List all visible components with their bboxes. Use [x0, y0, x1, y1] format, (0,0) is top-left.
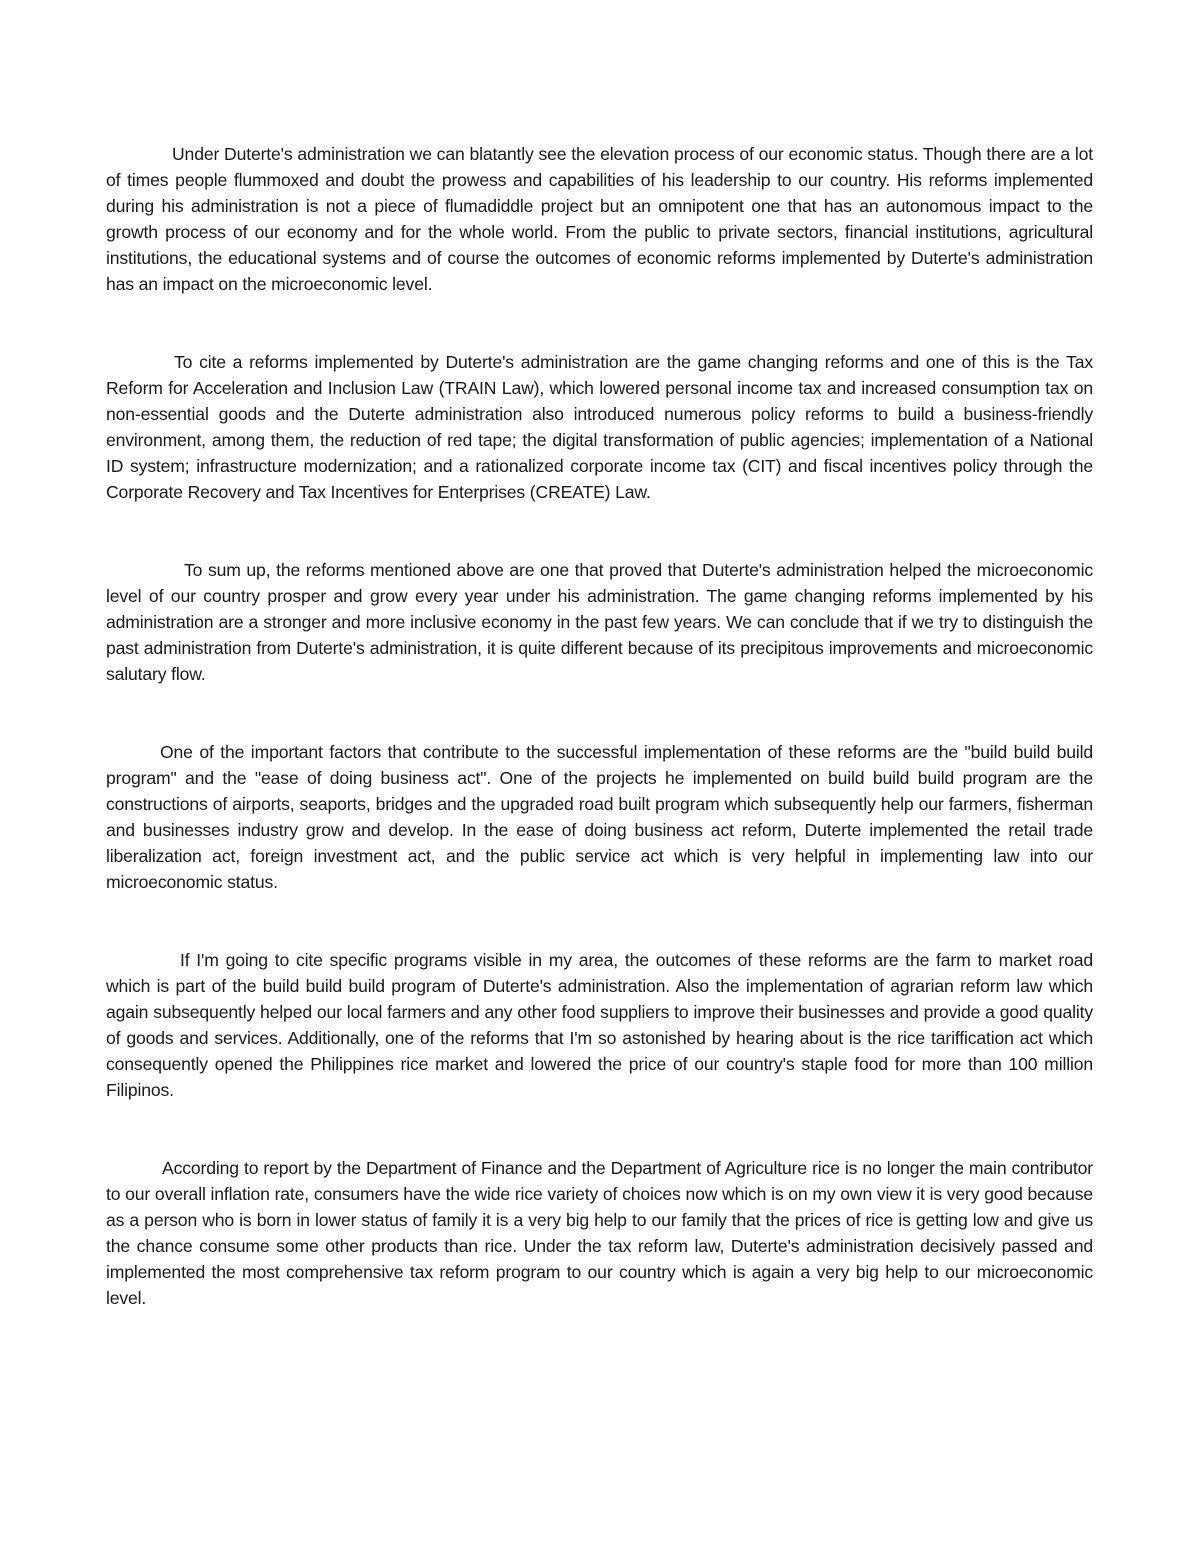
paragraph-5: If I'm going to cite specific programs visible in my area, the outcomes of these reforms are the farm to market road which is part of the build build build program of Duterte's administration. Also the implementation of agrarian reform law which again subsequently helped our local farmers and any other food suppliers to improve their businesses and provide a good quality of goods and services. Additionally, one of the reforms that I'm so astonished by hearing about is the rice tariffication act which consequently opened the Philippines rice market and lowered the price of our country's staple food for more than 100 million Filipinos.: [106, 950, 1093, 1100]
paragraph-4: One of the important factors that contribute to the successful implementation of these reforms are the "build build build program" and the "ease of doing business act". One of the projects he implemented on build build build program are the constructions of airports, seaports, bridges and the upgraded road built program which subsequently help our farmers, fisherman and businesses industry grow and develop. In the ease of doing business act reform, Duterte implemented the retail trade liberalization act, foreign investment act, and the public service act which is very helpful in implementing law into our microeconomic status.: [106, 742, 1093, 892]
paragraph-2: To cite a reforms implemented by Duterte's administration are the game changing reforms and one of this is the Tax Reform for Acceleration and Inclusion Law (TRAIN Law), which lowered personal income tax and increased consumption tax on non-essential goods and the Duterte administration also introduced numerous policy reforms to build a business-friendly environment, among them, the reduction of red tape; the digital transformation of public agencies; implementation of a National ID system; infrastructure modernization; and a rationalized corporate income tax (CIT) and fiscal incentives policy through the Corporate Recovery and Tax Incentives for Enterprises (CREATE) Law.: [106, 352, 1093, 502]
paragraph-1: Under Duterte's administration we can blatantly see the elevation process of our economic status. Though there are a lot of times people flummoxed and doubt the prowess and capabilities of his leadership to our country. His reforms implemented during his administration is not a piece of flumadiddle project but an omnipotent one that has an autonomous impact to the growth process of our economy and for the whole world. From the public to private sectors, financial institutions, agricultural institutions, the educational systems and of course the outcomes of economic reforms implemented by Duterte's administration has an impact on the microeconomic level.: [106, 144, 1093, 294]
paragraph-3: To sum up, the reforms mentioned above are one that proved that Duterte's administration helped the microeconomic level of our country prosper and grow every year under his administration. The game changing reforms implemented by his administration are a stronger and more inclusive economy in the past few years. We can conclude that if we try to distinguish the past administration from Duterte's administration, it is quite different because of its precipitous improvements and microeconomic salutary flow.: [106, 560, 1093, 684]
paragraph-6: According to report by the Department of Finance and the Department of Agriculture rice is no longer the main contributor to our overall inflation rate, consumers have the wide rice variety of choices now which is on my own view it is very good because as a person who is born in lower status of family it is a very big help to our family that the prices of rice is getting low and give us the chance consume some other products than rice. Under the tax reform law, Duterte's administration decisively passed and implemented the most comprehensive tax reform program to our country which is again a very big help to our microeconomic level.: [106, 1158, 1093, 1308]
document-body: [106, 141, 1093, 1311]
